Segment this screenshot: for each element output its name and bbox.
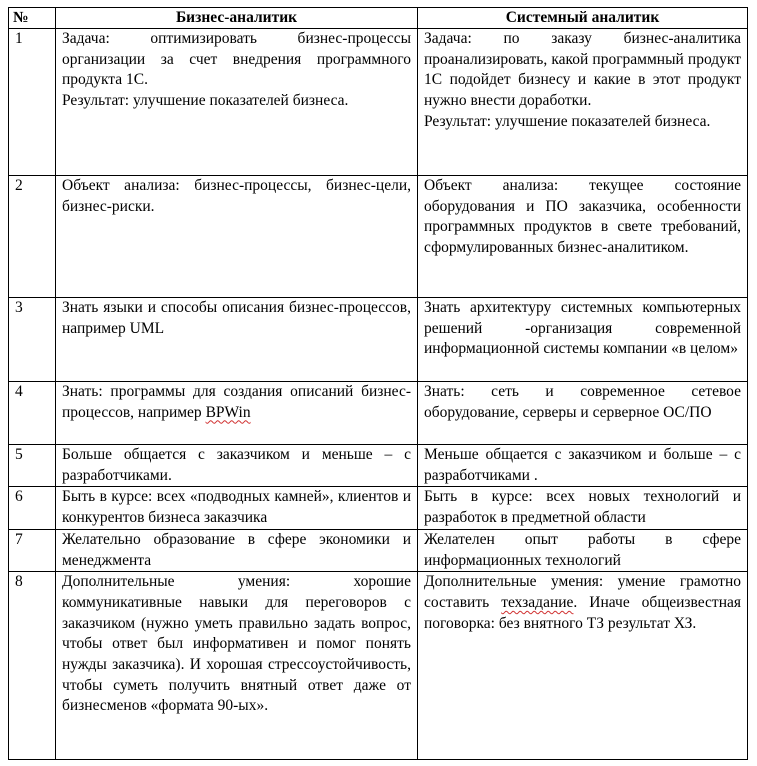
table-row <box>9 572 748 760</box>
cell-paragraph: Результат: улучшение показателей бизнеса. <box>424 112 711 130</box>
cell-paragraph: Знать: сеть и современное сетевое оборудование, серверы и серверное ОС/ПО <box>424 383 741 421</box>
business-cell <box>56 29 418 176</box>
table-row <box>9 29 748 176</box>
cell-paragraph: Знать архитектуру системных компьютерных решений -организация современной информационной системы компании «в целом» <box>424 299 741 358</box>
business-cell <box>56 572 418 760</box>
system-cell <box>418 487 748 529</box>
row-number: 4 <box>9 382 56 445</box>
cell-paragraph: Задача: оптимизировать бизнес-процессы организации за счет внедрения программного продукта 1С. <box>62 30 411 89</box>
business-text: Знать: программы для создания описаний бизнес-процессов, например <box>62 383 411 421</box>
spellcheck-flagged-word: BPWin <box>205 403 251 421</box>
business-cell <box>56 529 418 571</box>
cell-paragraph: Объект анализа: бизнес-процессы, бизнес-цели, бизнес-риски. <box>62 177 411 215</box>
cell-paragraph <box>424 572 741 634</box>
row-number: 5 <box>9 445 56 487</box>
system-cell <box>418 382 748 445</box>
cell-paragraph: Дополнительные умения: хорошие коммуникативные навыки для переговоров с заказчиком (нужно уметь правильно задать вопрос, чтобы ответ был информативен и помог понять нужды заказчика). И хорошая стрессоустойчивость, чтобы суметь получить внятный ответ даже от бизнесменов «формата 90-ых». <box>62 573 411 715</box>
system-cell <box>418 445 748 487</box>
business-cell <box>56 445 418 487</box>
cell-paragraph: Объект анализа: текущее состояние оборудования и ПО заказчика, особенности программных продуктов в свете требований, сформулированных бизнес-аналитиком. <box>424 177 741 257</box>
cell-paragraph: Желательно образование в сфере экономики и менеджмента <box>62 530 411 569</box>
cell-paragraph: Знать языки и способы описания бизнес-процессов, например UML <box>62 299 411 337</box>
row-number: 7 <box>9 529 56 571</box>
cell-paragraph: Результат: улучшение показателей бизнеса. <box>62 92 349 110</box>
header-system-analyst: Системный аналитик <box>418 8 748 29</box>
spellcheck-flagged-word: техзадание <box>501 593 574 611</box>
table-row <box>9 176 748 298</box>
system-cell <box>418 176 748 298</box>
table-row <box>9 487 748 529</box>
system-cell <box>418 29 748 176</box>
business-cell <box>56 176 418 298</box>
table-row <box>9 382 748 445</box>
header-business-analyst: Бизнес-аналитик <box>56 8 418 29</box>
system-text: Дополнительные умения: умение грамотно составить <box>424 573 741 611</box>
row-number: 6 <box>9 487 56 529</box>
system-cell <box>418 529 748 571</box>
table-row <box>9 445 748 487</box>
table-row <box>9 529 748 571</box>
business-cell <box>56 487 418 529</box>
system-cell <box>418 572 748 760</box>
cell-paragraph: Больше общается с заказчиком и меньше – с разработчиками. <box>62 446 411 484</box>
cell-paragraph: Желателен опыт работы в сфере информационных технологий <box>424 530 741 569</box>
row-number: 3 <box>9 298 56 382</box>
cell-paragraph: Меньше общается с заказчиком и больше – с разработчиками . <box>424 446 741 484</box>
cell-paragraph: Задача: по заказу бизнес-аналитика проанализировать, какой программный продукт 1С подойдет бизнесу и какие в этот продукт нужно внести доработки. <box>424 30 741 110</box>
comparison-table <box>8 7 748 760</box>
header-row <box>9 8 748 29</box>
system-text: . Иначе общеизвестная поговорка: без внятного ТЗ результат ХЗ. <box>424 593 741 632</box>
system-cell <box>418 298 748 382</box>
header-number: № <box>9 8 56 29</box>
row-number: 8 <box>9 572 56 760</box>
cell-paragraph <box>62 382 411 423</box>
cell-paragraph: Быть в курсе: всех «подводных камней», клиентов и конкурентов бизнеса заказчика <box>62 488 411 527</box>
table-row <box>9 298 748 382</box>
business-cell <box>56 382 418 445</box>
row-number: 2 <box>9 176 56 298</box>
business-cell <box>56 298 418 382</box>
cell-paragraph: Быть в курсе: всех новых технологий и разработок в предметной области <box>424 488 741 527</box>
row-number: 1 <box>9 29 56 176</box>
